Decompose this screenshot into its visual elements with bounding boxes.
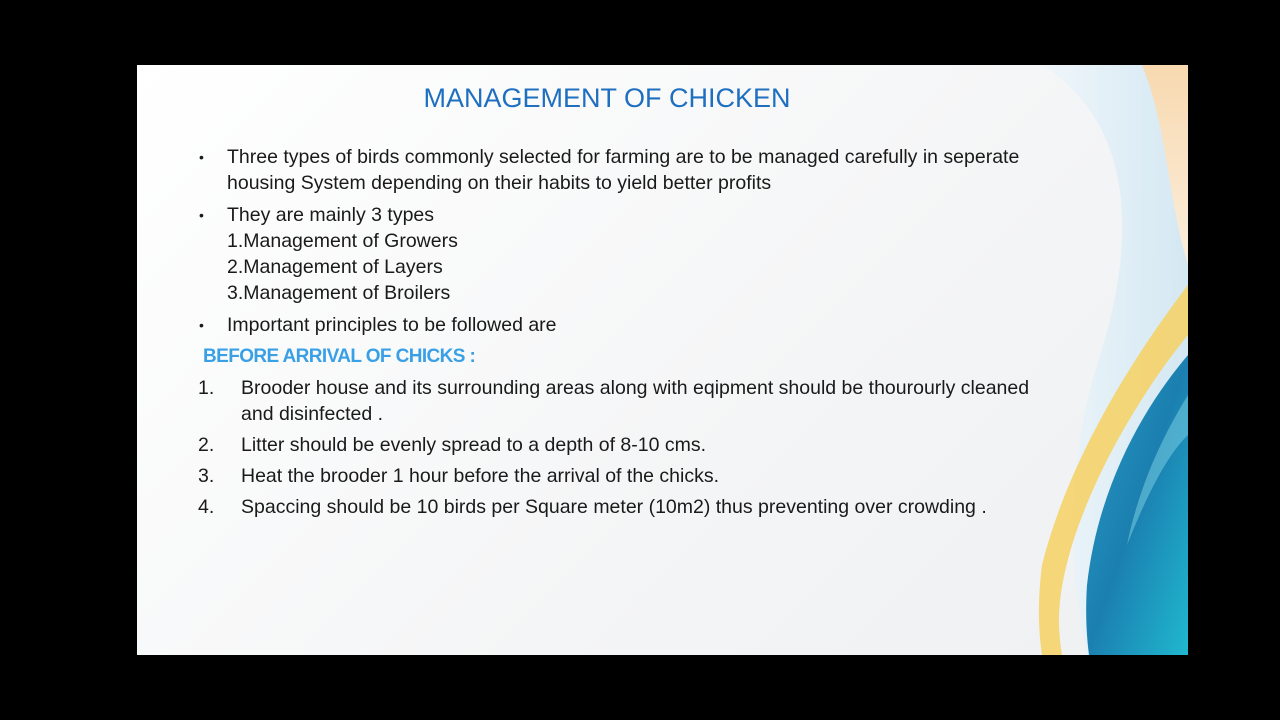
item-text: Brooder house and its surrounding areas along with eqipment should be thourourly cleaned xyxy=(241,377,1030,399)
numbered-item xyxy=(197,375,1137,427)
bullet-text: Important principles to be followed are xyxy=(227,314,557,336)
item-number: 1. xyxy=(198,377,215,399)
item-number: 2. xyxy=(198,434,215,456)
bullet-dot-icon: • xyxy=(199,317,204,333)
bullet-text: housing System depending on their habits to yield better profits xyxy=(227,172,772,194)
bullet-item xyxy=(197,312,1137,338)
item-text: Litter should be evenly spread to a depth of 8-10 cms. xyxy=(241,434,707,456)
item-text: and disinfected . xyxy=(241,403,384,425)
slide-title: MANAGEMENT OF CHICKEN xyxy=(423,83,791,113)
numbered-item xyxy=(197,463,1137,489)
bullet-dot-icon: • xyxy=(199,149,204,165)
bullet-item xyxy=(197,202,1137,306)
bullet-text: 2.Management of Layers xyxy=(227,256,443,278)
item-number: 4. xyxy=(198,496,215,518)
section-heading: BEFORE ARRIVAL OF CHICKS : xyxy=(203,346,476,367)
item-text: Spaccing should be 10 birds per Square meter (10m2) thus preventing over crowding . xyxy=(241,496,987,518)
bullet-text: 1.Management of Growers xyxy=(227,230,458,252)
bullet-item xyxy=(197,144,1137,196)
slide-content xyxy=(197,144,1137,525)
presentation-slide xyxy=(137,65,1188,655)
numbered-item xyxy=(197,432,1137,458)
bullet-text: 3.Management of Broilers xyxy=(227,282,451,304)
bullet-dot-icon: • xyxy=(199,207,204,223)
item-text: Heat the brooder 1 hour before the arrival of the chicks. xyxy=(241,465,720,487)
bullet-text: They are mainly 3 types xyxy=(227,204,435,226)
item-number: 3. xyxy=(198,465,215,487)
bullet-text: Three types of birds commonly selected for farming are to be managed carefully in seperate xyxy=(227,146,1020,168)
numbered-item xyxy=(197,494,1137,520)
